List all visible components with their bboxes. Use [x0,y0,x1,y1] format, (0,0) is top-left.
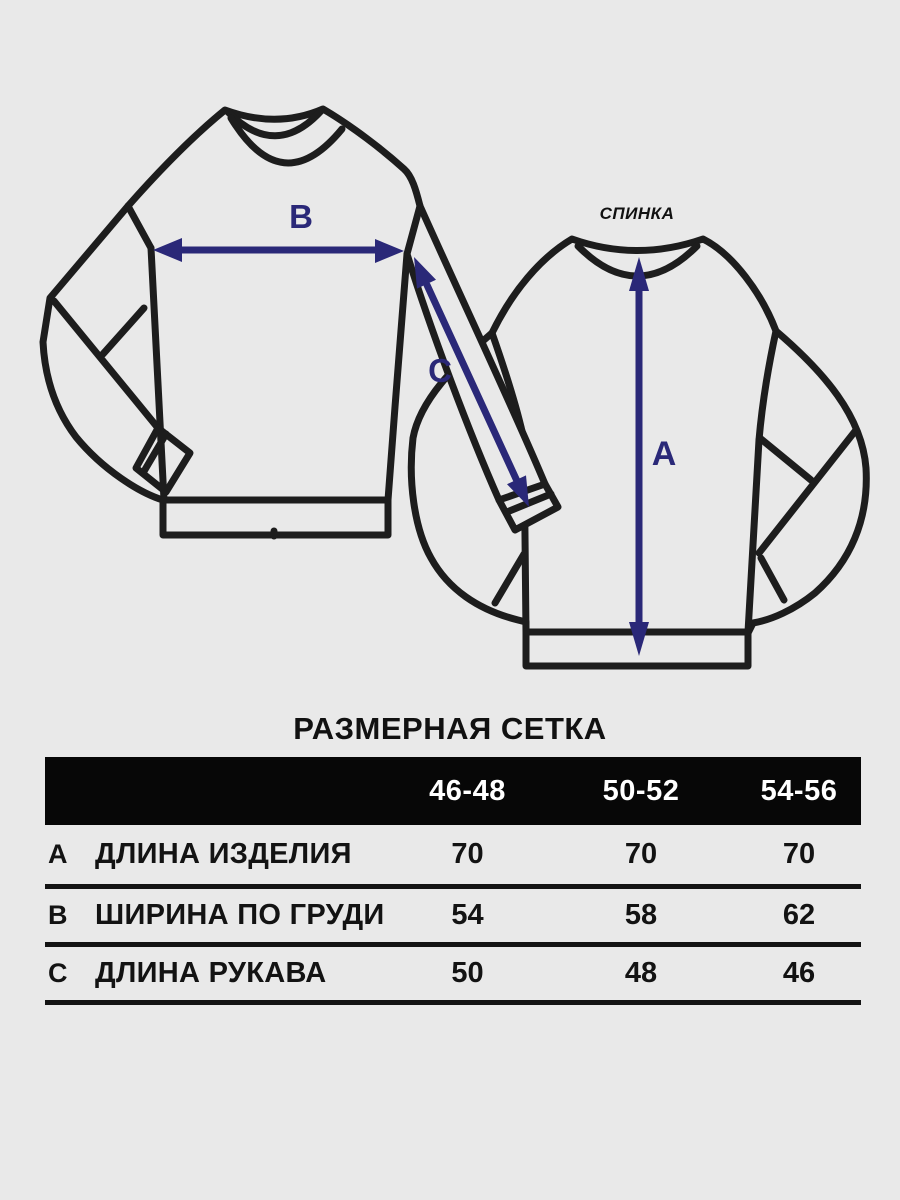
header-size-46-48: 46-48 [429,774,506,807]
back-view-caption: СПИНКА [599,204,675,223]
label-c: C [428,352,452,389]
row-label: ДЛИНА ИЗДЕЛИЯ [95,838,352,870]
size-table-title: РАЗМЕРНАЯ СЕТКА [293,711,607,746]
label-b: B [289,198,313,235]
table-row-chest-width [45,889,861,942]
row-value: 70 [624,838,658,870]
row-label: ДЛИНА РУКАВА [95,957,327,989]
header-size-50-52: 50-52 [602,774,680,807]
row-letter: C [48,958,68,988]
row-value: 50 [451,957,484,989]
row-divider [45,1000,861,1005]
row-value: 70 [451,838,484,870]
row-value: 46 [782,957,816,989]
table-row-length [45,825,861,884]
row-value: 58 [624,899,658,931]
label-a: A [651,435,677,473]
size-table-header-row [45,757,861,825]
row-value: 48 [624,957,658,989]
size-table [45,757,861,1005]
header-size-54-56: 54-56 [760,774,838,807]
row-value: 70 [782,838,816,870]
row-value: 62 [782,899,816,931]
row-label: ШИРИНА ПО ГРУДИ [95,899,385,931]
row-letter: A [48,839,68,869]
table-row-sleeve-length [45,947,861,1000]
row-letter: B [48,900,68,930]
row-value: 54 [451,899,484,931]
